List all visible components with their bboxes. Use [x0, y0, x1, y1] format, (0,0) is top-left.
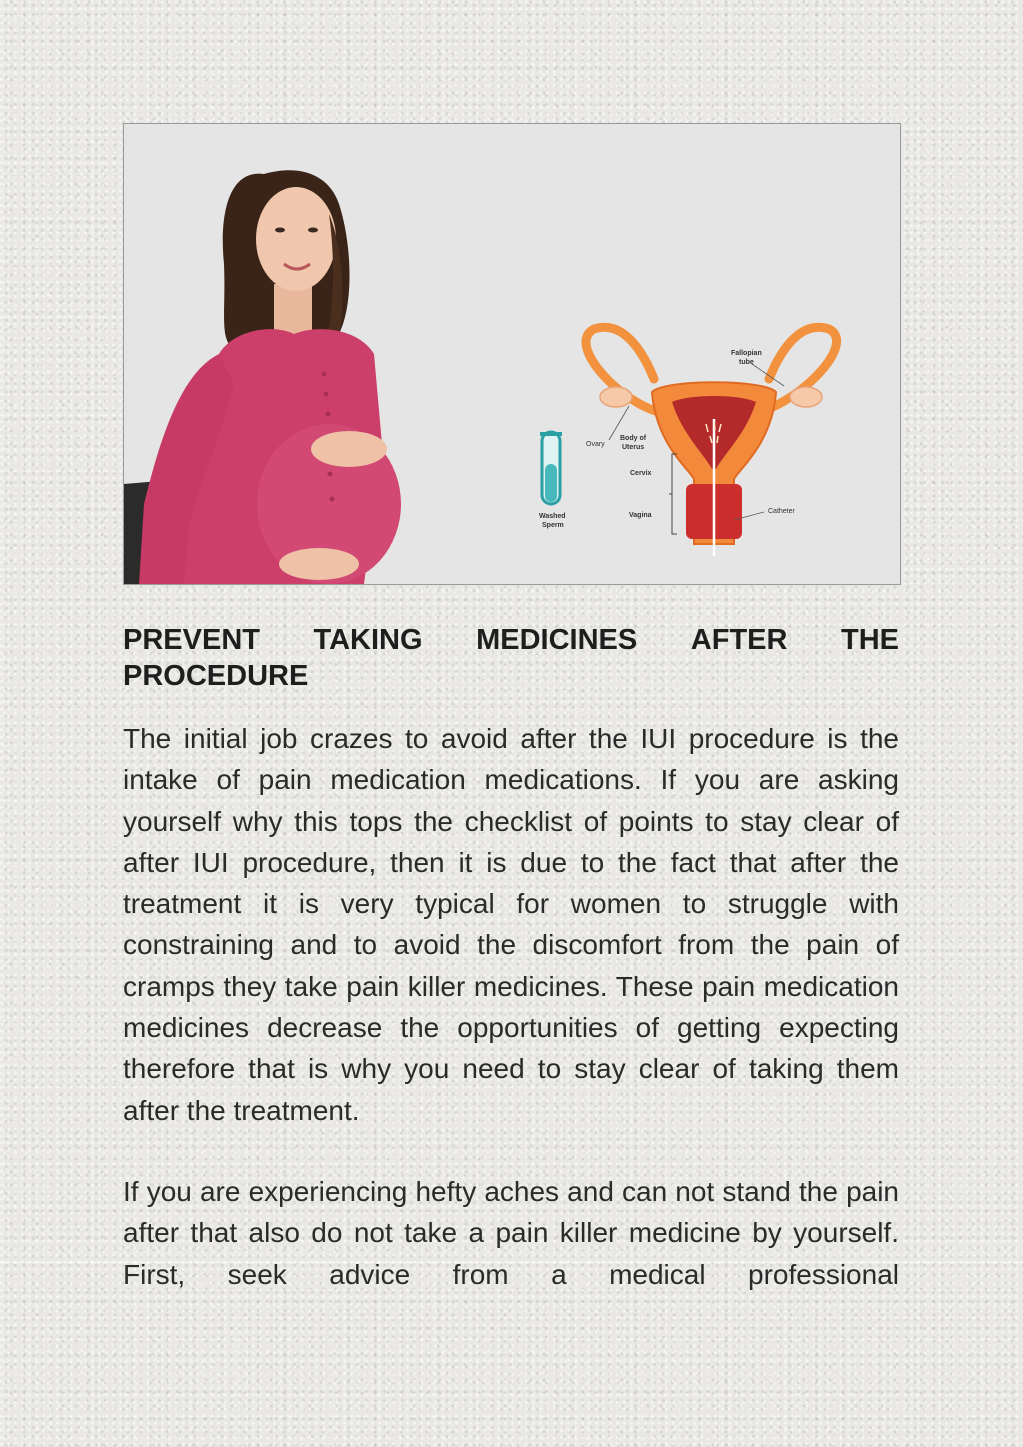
uterus-label: Uterus — [622, 444, 645, 451]
fallopian-label: Fallopian — [731, 350, 762, 357]
tube-label: tube — [739, 359, 754, 366]
cervix-label: Cervix — [630, 470, 652, 477]
heading-word: THE — [841, 624, 899, 656]
heading-word: TAKING — [313, 624, 423, 656]
catheter-label: Catheter — [768, 508, 795, 515]
ovary-label: Ovary — [586, 441, 605, 448]
illustration-svg — [124, 124, 900, 584]
section-heading — [123, 622, 899, 694]
heading-word: PREVENT — [123, 624, 260, 656]
washed-label: Washed — [539, 513, 566, 520]
paragraph-1: The initial job crazes to avoid after the IUI procedure is the intake of pain medication medications. If you are asking yourself why this tops the checklist of points to stay clear of after IUI procedure, then it is due to the fact that after the treatment it is very typical for women to struggle with constraining and to avoid the discomfort from the pain of cramps they take pain killer medicines. These pain medication medicines decrease the opportunities of getting expecting therefore that is why you need to stay clear of taking them after the treatment. — [123, 723, 899, 1126]
body-of-label: Body of — [620, 435, 647, 442]
vagina-label: Vagina — [629, 512, 652, 519]
paragraph-2: If you are experiencing hefty aches and can not stand the pain after that also do not take a pain killer medicine by yourself. First, seek advice from a medical professional — [123, 1176, 899, 1290]
heading-line-1 — [123, 622, 899, 658]
test-tube-icon — [540, 432, 562, 504]
heading-word: MEDICINES — [476, 624, 638, 656]
heading-word: AFTER — [690, 624, 788, 656]
iui-illustration — [123, 123, 901, 585]
sperm-label: Sperm — [542, 522, 564, 529]
heading-line-2: PROCEDURE — [123, 660, 309, 692]
